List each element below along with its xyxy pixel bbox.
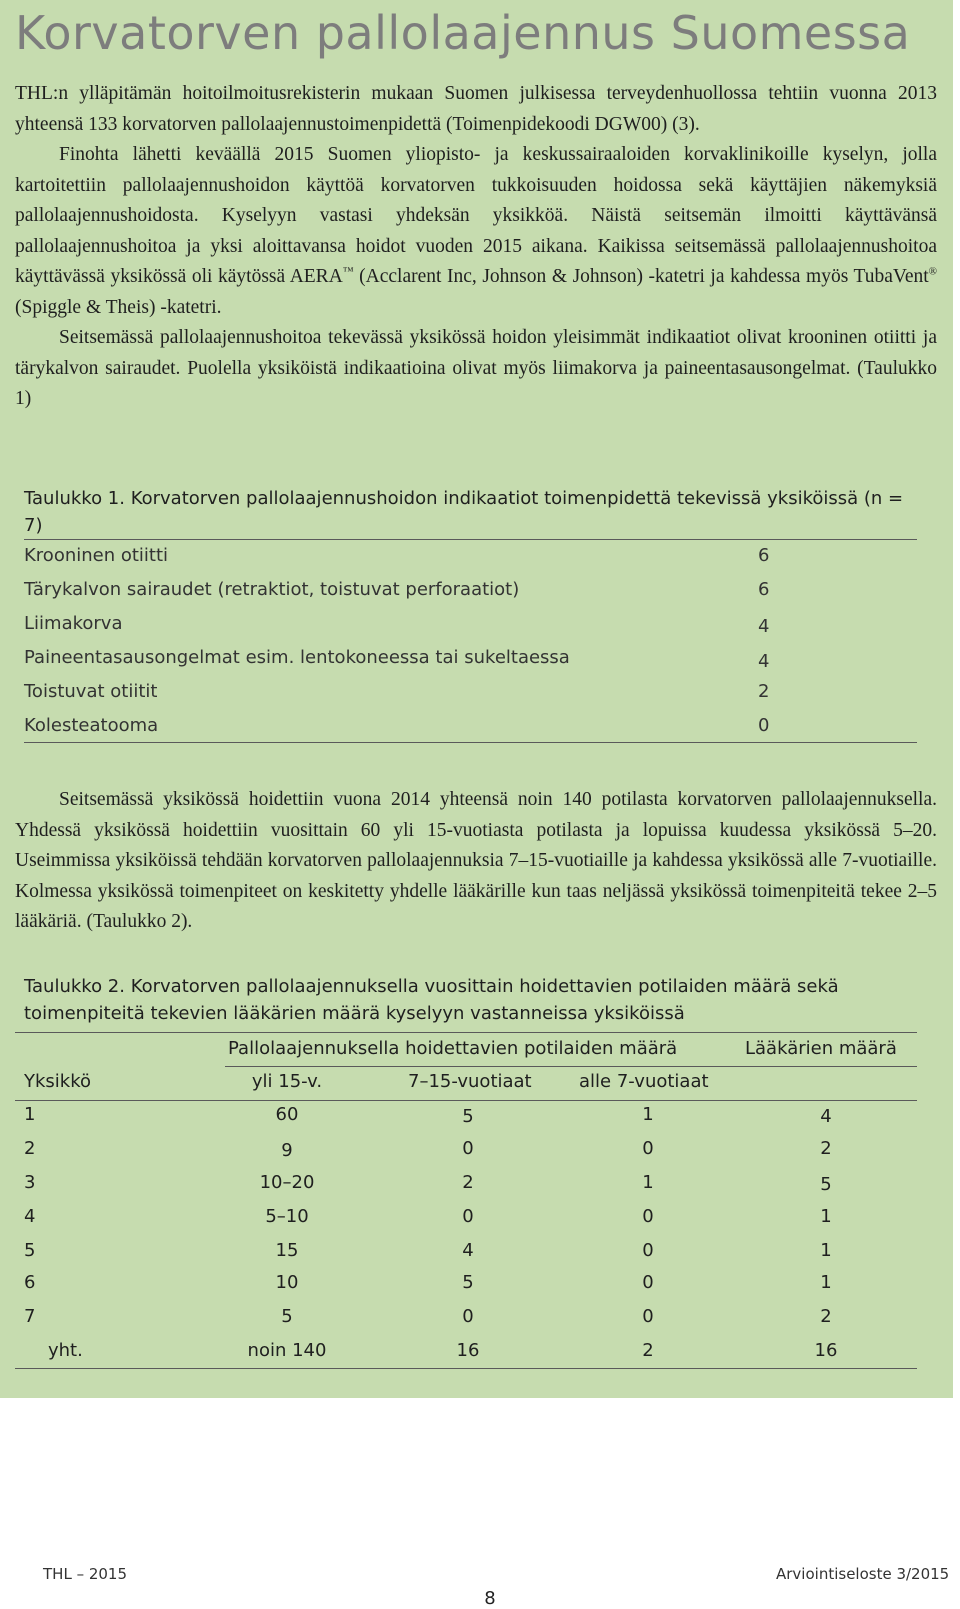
table2-bottom-rule	[15, 1368, 917, 1369]
table1-row-value: 4	[758, 651, 770, 672]
table2-caption: Taulukko 2. Korvatorven pallolaajennuksella vuosittain hoidettavien potilaiden määrä sekä toimenpiteitä tekevien lääkärien määrä kyselyyn vastanneissa yksiköissä	[24, 976, 839, 1024]
table2-unit-cell: 2	[24, 1138, 36, 1159]
footer-left: THL – 2015	[43, 1565, 128, 1583]
paragraph-2-middle: (Acclarent Inc, Johnson & Johnson) -katetri ja kahdessa myös TubaVent	[353, 266, 929, 287]
table2-cell: 5–10	[265, 1206, 309, 1227]
table1-row-value: 4	[758, 616, 770, 637]
table2-doctors-header: Lääkärien määrä	[745, 1038, 897, 1059]
table1-row-label: Toistuvat otiitit	[24, 681, 158, 702]
table2-cell: noin 140	[247, 1340, 327, 1361]
page-number: 8	[484, 1588, 496, 1609]
table1-row	[24, 579, 814, 613]
table2-cell: 4	[820, 1106, 832, 1127]
table1-caption: Taulukko 1. Korvatorven pallolaajennushoidon indikaatiot toimenpidettä tekevissä yksiköissä (n = 7)	[24, 488, 904, 536]
table2-cell: 2	[462, 1172, 474, 1193]
aera-label: AERA	[289, 266, 343, 287]
table2-cell: 0	[462, 1306, 474, 1327]
table2-cell: 16	[456, 1340, 480, 1361]
table2-cell: 10	[275, 1272, 299, 1293]
table1-row-label: Krooninen otiitti	[24, 545, 169, 566]
table2-col-header-under7: alle 7-vuotiaat	[579, 1071, 709, 1092]
table2-cell: 4	[462, 1240, 474, 1261]
table2-cell: 1	[642, 1172, 654, 1193]
table1-top-rule	[24, 539, 917, 540]
table1-row-label: Tärykalvon sairaudet (retraktiot, toistuvat perforaatiot)	[24, 579, 520, 600]
table2-cell: 5	[462, 1106, 474, 1127]
table2-header-rule	[15, 1100, 917, 1101]
table2-cell: 10–20	[259, 1172, 315, 1193]
paragraph-2	[15, 140, 937, 323]
table1-row	[24, 681, 814, 715]
table2-cell: 0	[462, 1138, 474, 1159]
table1-row-label: Kolesteatooma	[24, 715, 159, 736]
table2-cell: 9	[281, 1140, 293, 1161]
table1-row-label: Liimakorva	[24, 613, 123, 634]
table1-bottom-rule	[24, 742, 917, 743]
table2-unit-cell: 1	[24, 1104, 36, 1125]
table1-row-label: Paineentasausongelmat esim. lentokoneessa tai sukeltaessa	[24, 647, 570, 668]
table2-cell: 0	[642, 1272, 654, 1293]
table2-cell: 5	[462, 1272, 474, 1293]
table1-row-value: 6	[758, 545, 770, 566]
table2-group-header: Pallolaajennuksella hoidettavien potilaiden määrä	[228, 1038, 678, 1059]
table2-cell: 0	[642, 1138, 654, 1159]
table2-cell: 0	[642, 1306, 654, 1327]
table2-cell: 2	[642, 1340, 654, 1361]
table2-group-rule	[225, 1066, 917, 1067]
table2-cell: 15	[275, 1240, 299, 1261]
table2-cell: 0	[642, 1240, 654, 1261]
table2-unit-cell: 5	[24, 1240, 36, 1261]
table1-row-value: 2	[758, 681, 770, 702]
table2-cell: 2	[820, 1306, 832, 1327]
paragraph-4-block	[15, 785, 937, 938]
table2-cell: 16	[814, 1340, 838, 1361]
table2-cell: 1	[820, 1206, 832, 1227]
table2-cell: 1	[642, 1104, 654, 1125]
table2-cell: 5	[281, 1306, 293, 1327]
table2-col-header-7to15: 7–15-vuotiaat	[408, 1071, 532, 1092]
table2-cell: 1	[820, 1240, 832, 1261]
table2-cell: 1	[820, 1272, 832, 1293]
table2-cell: 0	[462, 1206, 474, 1227]
table1-row-value: 0	[758, 715, 770, 736]
table1-row	[24, 545, 814, 579]
paragraph-3: Seitsemässä pallolaajennushoitoa tekevässä yksikössä hoidon yleisimmät indikaatiot olivat krooninen otiitti ja tärykalvon sairaudet. Puolella yksiköistä indikaatioina olivat myös liimakorva ja paineentasausongelmat. (Taulukko 1)	[15, 327, 937, 409]
page-title: Korvatorven pallolaajennus Suomessa	[15, 6, 911, 60]
trademark-symbol: ™	[342, 265, 354, 278]
table2-cell: 60	[275, 1104, 299, 1125]
table2-col-header-over15: yli 15-v.	[251, 1071, 323, 1092]
intro-text	[15, 79, 937, 415]
table1-row	[24, 715, 814, 749]
table2-top-rule	[15, 1032, 917, 1033]
table2-cell: 5	[820, 1174, 832, 1195]
table2-col-header-unit: Yksikkö	[24, 1071, 92, 1092]
table2-unit-cell: 7	[24, 1306, 36, 1327]
paragraph-2-end: (Spiggle & Theis) -katetri.	[15, 296, 222, 318]
table1-row	[24, 647, 814, 681]
paragraph-1: THL:n ylläpitämän hoitoilmoitusrekisterin mukaan Suomen julkisessa terveydenhuollossa tehtiin vuonna 2013 yhteensä 133 korvatorven pallolaajennustoimenpidettä (Toimenpidekoodi DGW00) (3).	[15, 83, 937, 135]
registered-symbol: ®	[928, 265, 937, 278]
table2-unit-cell: 4	[24, 1206, 36, 1227]
footer-right: Arviointiseloste 3/2015	[776, 1565, 950, 1583]
paragraph-4: Seitsemässä yksikössä hoidettiin vuona 2014 yhteensä noin 140 potilasta korvatorven pallolaajennuksella. Yhdessä yksikössä hoidettiin vuosittain 60 yli 15-vuotiasta potilasta ja lopuissa kuudessa yksikössä 5–20. Useimmissa yksiköissä tehdään korvatorven pallolaajennuksia 7–15-vuotiaille ja kahdessa yksikössä alle 7-vuotiaille. Kolmessa yksikössä toimenpiteet on keskitetty yhdelle lääkärille kun taas neljässä yksikössä toimenpiteitä tekee 2–5 lääkäriä. (Taulukko 2).	[15, 789, 937, 932]
table1-row-value: 6	[758, 579, 770, 600]
table2-unit-cell: yht.	[48, 1340, 83, 1361]
table2-unit-cell: 6	[24, 1272, 36, 1293]
paragraph-2-text: Finohta lähetti keväällä 2015 Suomen yliopisto- ja keskussairaaloiden korvaklinikoille kyselyn, jolla kartoitettiin pallolaajennushoidon käyttöä korvatorven tukkoisuuden hoidossa sekä käyttäjien näkemyksiä pallolaajennushoidosta. Kyselyyn vastasi yhdeksän yksikköä. Näistä seitsemän ilmoitti käyttävänsä pallolaajennushoitoa ja yksi aloittavansa hoidot vuoden 2015 aikana. Kaikissa seitsemässä pallolaajennushoitoa käyttävässä yksikössä oli käytössä	[15, 144, 937, 287]
table2-cell: 0	[642, 1206, 654, 1227]
table1-row	[24, 613, 814, 647]
table2-unit-cell: 3	[24, 1172, 36, 1193]
table2-cell: 2	[820, 1138, 832, 1159]
